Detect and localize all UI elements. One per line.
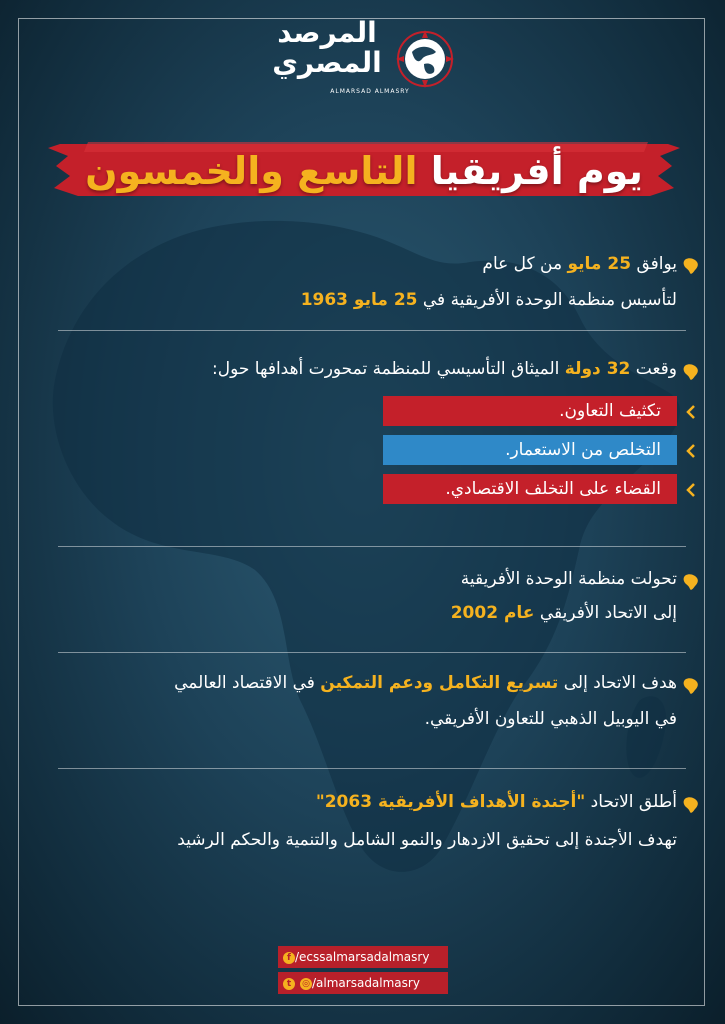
africa-bullet-icon: [681, 256, 701, 276]
section4-line1: [174, 671, 677, 695]
africa-bullet-icon: [681, 362, 701, 382]
page-title: [48, 138, 680, 204]
section2-post: الميثاق التأسيسي للمنظمة تمحورت أهدافها حول:: [212, 359, 560, 379]
section4-line1-post: في الاقتصاد العالمي: [174, 673, 315, 693]
section1-date: 25 مايو: [567, 254, 632, 274]
section2-pre: وقعت: [635, 359, 677, 379]
section4-line2: في اليوبيل الذهبي للتعاون الأفريقي.: [424, 709, 677, 729]
section4-line1-pre: هدف الاتحاد إلى: [563, 673, 677, 693]
twitter-instagram-handle-text: /almarsadalmasry: [312, 976, 420, 990]
divider: [58, 546, 686, 547]
facebook-handle-text: /ecssalmarsadalmasry: [295, 950, 430, 964]
logo-subtitle: ALMARSAD ALMASRY: [330, 88, 410, 95]
section1-line1: [482, 252, 677, 276]
section5-line1: [316, 790, 677, 814]
section3-line2: [451, 601, 677, 625]
logo: [270, 12, 470, 100]
africa-bullet-icon: [681, 676, 701, 696]
social-facebook-handle[interactable]: [278, 946, 448, 968]
africa-bullet-icon: [681, 572, 701, 592]
chevron-left-icon: [685, 443, 697, 459]
section3-line2-pre: إلى الاتحاد الأفريقي: [539, 603, 677, 623]
goal-item-cooperation: تكثيف التعاون.: [383, 396, 677, 426]
goal-item-decolonization: التخلص من الاستعمار.: [383, 435, 677, 465]
facebook-icon: f: [283, 952, 295, 964]
africa-bullet-icon: [681, 795, 701, 815]
instagram-icon: ◎: [300, 978, 312, 990]
goal-item-economy: القضاء على التخلف الاقتصادي.: [383, 474, 677, 504]
chevron-left-icon: [685, 482, 697, 498]
section1-line1-post: من كل عام: [482, 254, 563, 274]
logo-line-2: المصري: [272, 46, 382, 79]
section1-line2: [301, 288, 677, 312]
section5-line1-pre: أطلق الاتحاد: [590, 792, 677, 812]
section5-line2: تهدف الأجندة إلى تحقيق الازدهار والنمو الشامل والتنمية والحكم الرشيد: [177, 830, 677, 850]
divider: [58, 768, 686, 769]
title-part-2: التاسع والخمسون: [85, 149, 418, 193]
section4-highlight: تسريع التكامل ودعم التمكين: [320, 673, 559, 693]
section2-line: [212, 357, 677, 381]
section3-line1: تحولت منظمة الوحدة الأفريقية: [460, 569, 677, 589]
divider: [58, 652, 686, 653]
agenda-2063-title: "أجندة الأهداف الأفريقية 2063": [315, 792, 586, 812]
section3-year: عام 2002: [450, 603, 535, 623]
title-banner: [48, 138, 680, 204]
divider: [58, 330, 686, 331]
section1-line1-pre: يوافق: [636, 254, 677, 274]
social-twitter-instagram-handle[interactable]: [278, 972, 448, 994]
section1-founding-date: 25 مايو 1963: [300, 290, 418, 310]
chevron-left-icon: [685, 404, 697, 420]
twitter-icon: t: [283, 978, 295, 990]
logo-line-1: المرصد: [277, 16, 377, 49]
section1-line2-pre: لتأسيس منظمة الوحدة الأفريقية في: [422, 290, 677, 310]
section2-count: 32 دولة: [564, 359, 631, 379]
title-part-1: يوم أفريقيا: [430, 149, 643, 193]
globe-compass-icon: [396, 30, 454, 88]
logo-wordmark: [272, 18, 382, 78]
